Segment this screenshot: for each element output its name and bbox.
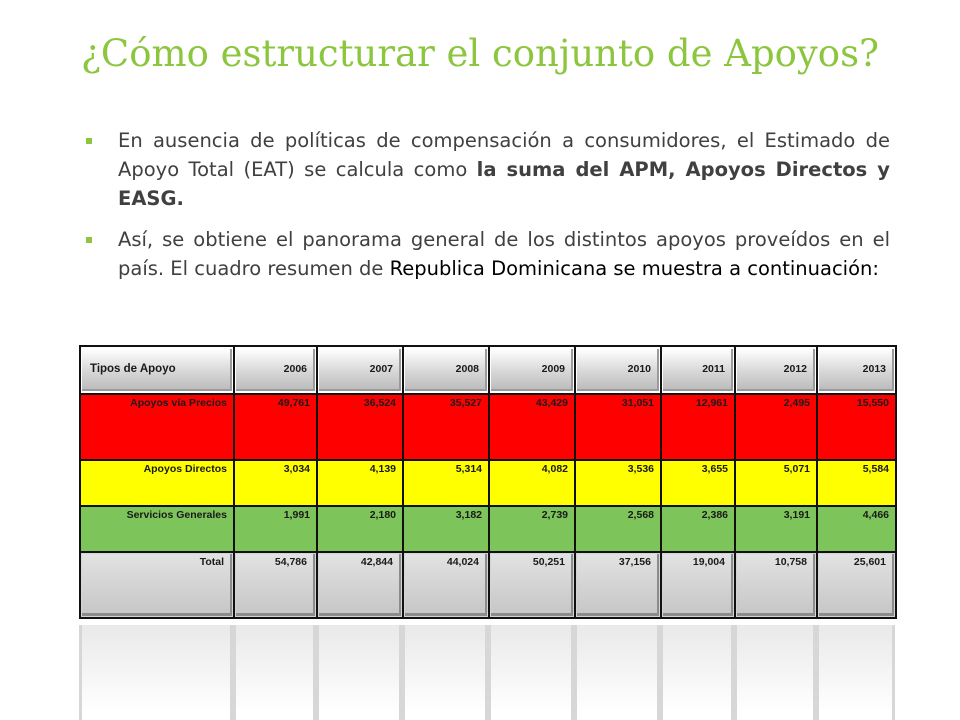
value-cell (735, 552, 817, 618)
bullet-item (84, 225, 890, 283)
cell-value: 2,568 (627, 509, 654, 521)
bullet-item (84, 126, 890, 213)
cell-value: 5,071 (783, 463, 810, 475)
year-label: 2013 (819, 349, 894, 391)
value-cell (317, 506, 403, 552)
value-cell (234, 460, 317, 506)
value-cell (575, 552, 661, 618)
value-cell (661, 506, 735, 552)
value-cell (817, 460, 896, 506)
value-cell (817, 506, 896, 552)
row-label: Total (82, 554, 232, 616)
value-cell (234, 506, 317, 552)
cell-value: 54,786 (236, 554, 315, 616)
cell-value: 36,524 (363, 397, 396, 409)
cell-value: 50,251 (491, 554, 573, 616)
cell-value: 12,961 (695, 397, 728, 409)
cell-value: 37,156 (577, 554, 659, 616)
value-cell (735, 394, 817, 460)
summary-table (79, 345, 897, 619)
cell-value: 3,034 (283, 463, 310, 475)
value-cell (575, 506, 661, 552)
value-cell (489, 506, 575, 552)
cell-value: 2,180 (369, 509, 396, 521)
row-label-cell (80, 460, 234, 506)
cell-value: 4,139 (369, 463, 396, 475)
year-header-cell (489, 346, 575, 394)
value-cell (489, 460, 575, 506)
cell-value: 5,584 (862, 463, 889, 475)
cell-value: 3,191 (783, 509, 810, 521)
cell-value: 31,051 (621, 397, 654, 409)
header-label: Tipos de Apoyo (82, 349, 232, 391)
cell-value: 35,527 (449, 397, 482, 409)
year-label: 2007 (319, 349, 401, 391)
bullet-text: En ausencia de políticas de compensación a consumidores, el Estimado de Apoyo Total (EAT) se calcula como (118, 129, 890, 181)
year-header-cell (317, 346, 403, 394)
value-cell (661, 394, 735, 460)
value-cell (403, 460, 489, 506)
reflection-column (233, 625, 316, 720)
table-reflection (79, 625, 895, 720)
year-header-cell (234, 346, 317, 394)
year-label: 2011 (663, 349, 733, 391)
row-label-cell (80, 394, 234, 460)
value-cell (817, 394, 896, 460)
value-cell (234, 394, 317, 460)
cell-value: 1,991 (283, 509, 310, 521)
value-cell (661, 460, 735, 506)
year-label: 2010 (577, 349, 659, 391)
value-cell (661, 552, 735, 618)
cell-value: 4,082 (541, 463, 568, 475)
cell-value: 2,386 (701, 509, 728, 521)
supports-table (79, 345, 895, 619)
cell-value: 4,466 (862, 509, 889, 521)
year-label: 2006 (236, 349, 315, 391)
value-cell (317, 394, 403, 460)
cell-value: 2,739 (541, 509, 568, 521)
slide-title: ¿Cómo estructurar el conjunto de Apoyos? (81, 32, 879, 75)
reflection-column (574, 625, 660, 720)
cell-value: 3,536 (627, 463, 654, 475)
reflection-column (402, 625, 488, 720)
table-row (80, 394, 896, 460)
cell-value: 3,182 (455, 509, 482, 521)
table-header-row (80, 346, 896, 394)
value-cell (817, 552, 896, 618)
year-header-cell (661, 346, 735, 394)
row-label: Apoyos Directos (143, 463, 227, 475)
bullet-square-icon (86, 138, 92, 144)
cell-value: 42,844 (319, 554, 401, 616)
bullet-bold-text: la suma del APM, Apoyos Directos y EASG. (118, 158, 890, 210)
value-cell (489, 552, 575, 618)
bullet-dark-text: Republica Dominicana se muestra a continuación: (389, 257, 879, 280)
row-label-cell (80, 506, 234, 552)
row-label-cell (80, 552, 234, 618)
value-cell (575, 460, 661, 506)
cell-value: 15,550 (856, 397, 889, 409)
reflection-column (734, 625, 816, 720)
value-cell (735, 460, 817, 506)
year-header-cell (817, 346, 896, 394)
value-cell (735, 506, 817, 552)
bullet-square-icon (86, 237, 92, 243)
value-cell (317, 552, 403, 618)
year-header-cell (403, 346, 489, 394)
year-label: 2008 (405, 349, 487, 391)
cell-value: 2,495 (783, 397, 810, 409)
cell-value: 10,758 (737, 554, 815, 616)
value-cell (317, 460, 403, 506)
cell-value: 25,601 (819, 554, 894, 616)
reflection-column (488, 625, 574, 720)
year-label: 2012 (737, 349, 815, 391)
cell-value: 49,761 (277, 397, 310, 409)
bullet-text: Así, se obtiene el panorama general de los distintos apoyos proveídos en el país. El cuadro resumen de (118, 228, 890, 280)
cell-value: 3,655 (701, 463, 728, 475)
cell-value: 44,024 (405, 554, 487, 616)
reflection-column (660, 625, 734, 720)
table-row (80, 460, 896, 506)
value-cell (403, 506, 489, 552)
cell-value: 19,004 (663, 554, 733, 616)
year-label: 2009 (491, 349, 573, 391)
header-cell (80, 346, 234, 394)
value-cell (234, 552, 317, 618)
reflection-column (816, 625, 895, 720)
row-label: Servicios Generales (126, 509, 227, 521)
year-header-cell (735, 346, 817, 394)
row-label: Apoyos vía Precios (130, 397, 227, 409)
reflection-column (316, 625, 402, 720)
bullet-list (84, 126, 890, 295)
value-cell (403, 552, 489, 618)
table-row (80, 506, 896, 552)
value-cell (403, 394, 489, 460)
reflection-column (79, 625, 233, 720)
table-row (80, 552, 896, 618)
cell-value: 5,314 (455, 463, 482, 475)
value-cell (575, 394, 661, 460)
year-header-cell (575, 346, 661, 394)
value-cell (489, 394, 575, 460)
cell-value: 43,429 (535, 397, 568, 409)
